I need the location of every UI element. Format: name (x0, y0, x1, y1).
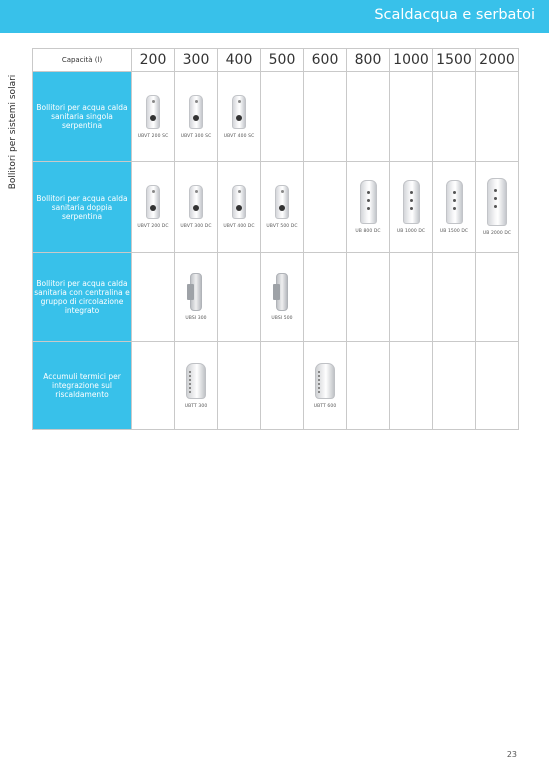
empty-cell (218, 253, 261, 342)
product-cell (175, 72, 218, 162)
empty-cell (476, 253, 519, 342)
product-code: UBVT 300 SC (180, 133, 212, 139)
empty-cell (390, 342, 433, 430)
empty-cell (132, 253, 175, 342)
buffer-tank-image (186, 363, 206, 399)
empty-cell (347, 342, 390, 430)
product-cell (261, 162, 304, 253)
empty-cell (433, 72, 476, 162)
product-code: UBTT 300 (184, 403, 208, 409)
row-label-integrated-station: Bollitori per acqua calda sanitaria con centralina e gruppo di circolazione integrato (33, 253, 132, 342)
row-label-single-coil: Bollitori per acqua calda sanitaria singola serpentina (33, 72, 132, 162)
row-label-double-coil: Bollitori per acqua calda sanitaria doppia serpentina (33, 162, 132, 253)
page-number: 23 (506, 750, 517, 759)
water-heater-image (189, 185, 203, 219)
capacity-400: 400 (218, 49, 261, 72)
capacity-800: 800 (347, 49, 390, 72)
empty-cell (433, 342, 476, 430)
product-cell (175, 253, 218, 342)
water-heater-image (232, 95, 246, 129)
empty-cell (132, 342, 175, 430)
buffer-tank-image (315, 363, 335, 399)
water-heater-image (275, 185, 289, 219)
product-code: UB 1500 DC (439, 229, 469, 234)
capacity-header-row (33, 49, 519, 72)
product-cell (218, 72, 261, 162)
product-cell (218, 162, 261, 253)
capacity-300: 300 (175, 49, 218, 72)
empty-cell (390, 72, 433, 162)
storage-tank-image (403, 180, 420, 224)
water-heater-image (146, 95, 160, 129)
table-row (33, 342, 519, 430)
empty-cell (218, 342, 261, 430)
capacity-600: 600 (304, 49, 347, 72)
product-code: UBSI 300 (185, 316, 207, 321)
table-row (33, 162, 519, 253)
empty-cell (390, 253, 433, 342)
storage-tank-image (446, 180, 463, 224)
product-cell (132, 162, 175, 253)
product-code: UBVT 400 SC (223, 133, 255, 139)
empty-cell (476, 342, 519, 430)
header-bar (0, 0, 549, 33)
empty-cell (261, 342, 304, 430)
capacity-1000: 1000 (390, 49, 433, 72)
product-code: UB 2000 DC (482, 231, 512, 236)
product-code: UB 1000 DC (396, 229, 426, 234)
product-cell (476, 162, 519, 253)
product-cell (132, 72, 175, 162)
empty-cell (347, 253, 390, 342)
product-cell (175, 342, 218, 430)
solar-station-tank-image (276, 273, 288, 311)
capacity-2000: 2000 (476, 49, 519, 72)
water-heater-image (232, 185, 246, 219)
product-cell (347, 162, 390, 253)
empty-cell (476, 72, 519, 162)
empty-cell (347, 72, 390, 162)
capacity-200: 200 (132, 49, 175, 72)
product-cell (304, 342, 347, 430)
product-code: UBVT 400 DC (223, 224, 255, 229)
storage-tank-image (360, 180, 377, 224)
product-code: UBSI 500 (271, 316, 293, 321)
water-heater-image (146, 185, 160, 219)
product-cell (261, 253, 304, 342)
product-code: UBVT 500 DC (266, 224, 298, 229)
storage-tank-image (487, 178, 507, 226)
product-cell (175, 162, 218, 253)
capacity-header-label: Capacità (l) (33, 49, 132, 72)
table-row (33, 72, 519, 162)
product-code: UBVT 200 SC (137, 133, 169, 139)
product-table (32, 48, 519, 430)
empty-cell (304, 72, 347, 162)
product-code: UBVT 200 DC (137, 224, 169, 229)
table-row (33, 253, 519, 342)
product-code: UB 800 DC (355, 229, 381, 234)
solar-station-tank-image (190, 273, 202, 311)
empty-cell (261, 72, 304, 162)
product-code: UBVT 300 DC (180, 224, 212, 229)
empty-cell (304, 253, 347, 342)
product-cell (390, 162, 433, 253)
capacity-1500: 1500 (433, 49, 476, 72)
capacity-500: 500 (261, 49, 304, 72)
empty-cell (304, 162, 347, 253)
side-label: Bollitori per sistemi solari (8, 74, 18, 190)
water-heater-image (189, 95, 203, 129)
empty-cell (433, 253, 476, 342)
row-label-thermal-storage: Accumuli termici per integrazione sul riscaldamento (33, 342, 132, 430)
product-code: UBTT 600 (313, 403, 337, 409)
product-cell (433, 162, 476, 253)
page-title: Scaldacqua e serbatoi (374, 7, 535, 23)
